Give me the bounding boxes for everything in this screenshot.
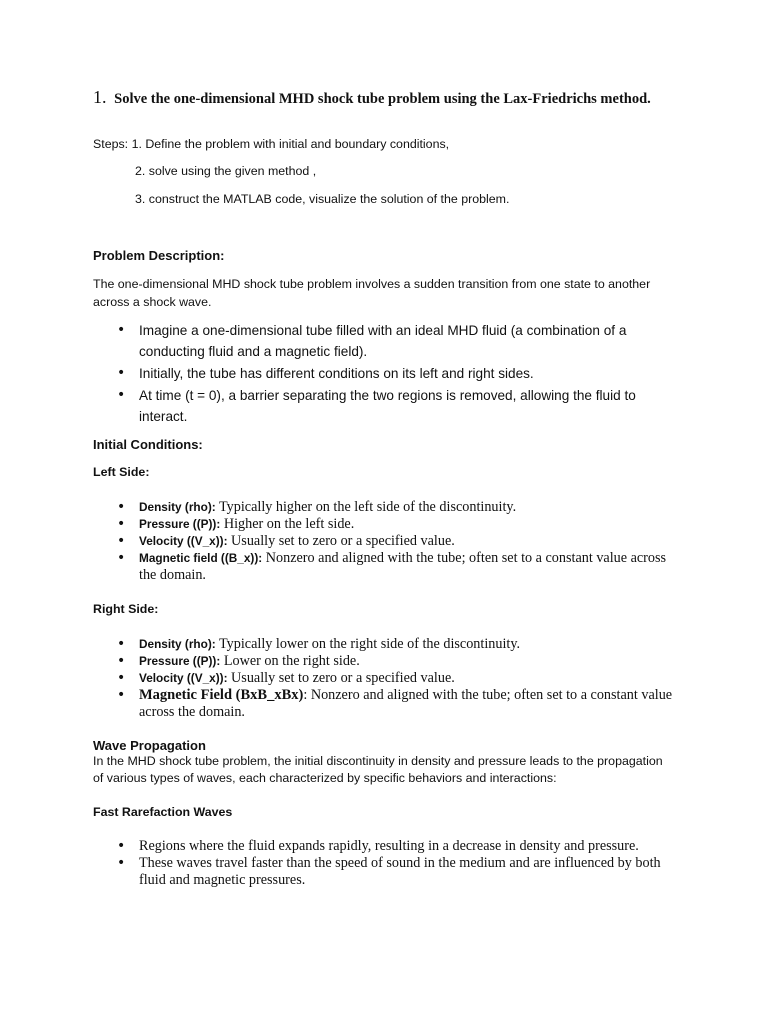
wave-propagation-heading: Wave Propagation <box>93 738 206 753</box>
step-2: 2. solve using the given method , <box>135 164 317 178</box>
fast-rarefaction-heading: Fast Rarefaction Waves <box>93 805 233 819</box>
bullet-icon: • <box>117 322 126 338</box>
right-side-list <box>117 636 679 721</box>
problem-description-paragraph: The one-dimensional MHD shock tube problem involves a sudden transition from one state to another across a shock wave. <box>93 277 651 309</box>
left-side-list <box>117 499 679 584</box>
left-side-heading: Left Side: <box>93 465 150 479</box>
list-item: • Pressure ((P)): Lower on the right side. <box>117 653 360 669</box>
problem-description-heading: Problem Description: <box>93 248 225 263</box>
bullet-icon: • <box>117 499 126 515</box>
bullet-icon: • <box>117 855 126 871</box>
list-item: • At time (t = 0), a barrier separating the two regions is removed, allowing the fluid to interact. <box>117 387 636 424</box>
bullet-icon: • <box>117 687 126 703</box>
list-item: • Regions where the fluid expands rapidly, resulting in a decrease in density and pressure. <box>117 838 639 854</box>
question-title <box>93 88 683 109</box>
list-item: • Density (rho): Typically lower on the right side of the discontinuity. <box>117 636 521 652</box>
steps-intro: Steps: 1. Define the problem with initial and boundary conditions, <box>93 137 450 151</box>
list-item: • Magnetic Field (BxB_xBx): Nonzero and aligned with the tube; often set to a constant value across the domain. <box>117 687 673 720</box>
list-item: • Magnetic field ((B_x)): Nonzero and aligned with the tube; often set to a constant value across the domain. <box>117 550 667 583</box>
bullet-icon: • <box>117 636 126 652</box>
list-item: • These waves travel faster than the speed of sound in the medium and are influenced by both fluid and magnetic pressures. <box>117 855 661 888</box>
bullet-icon: • <box>117 838 126 854</box>
problem-bullet-list <box>117 320 679 428</box>
bullet-icon: • <box>117 516 126 532</box>
bullet-icon: • <box>117 670 126 686</box>
question-text: Solve the one-dimensional MHD shock tube problem using the Lax-Friedrichs method. <box>114 91 651 107</box>
list-item: • Pressure ((P)): Higher on the left side. <box>117 516 355 532</box>
fast-rarefaction-list <box>117 838 669 889</box>
bullet-icon: • <box>117 653 126 669</box>
initial-conditions-heading: Initial Conditions: <box>93 437 203 452</box>
list-item: • Imagine a one-dimensional tube filled with an ideal MHD fluid (a combination of a conducting fluid and a magnetic field). <box>117 322 627 359</box>
right-side-heading: Right Side: <box>93 602 159 616</box>
bullet-icon: • <box>117 387 126 403</box>
list-item: • Initially, the tube has different conditions on its left and right sides. <box>139 363 679 384</box>
bullet-icon: • <box>117 365 126 381</box>
bullet-icon: • <box>117 533 126 549</box>
list-item: • Velocity ((V_x)): Usually set to zero or a specified value. <box>117 670 455 686</box>
bullet-icon: • <box>117 550 126 566</box>
step-3: 3. construct the MATLAB code, visualize the solution of the problem. <box>135 192 510 206</box>
wave-propagation-paragraph: In the MHD shock tube problem, the initial discontinuity in density and pressure leads to the propagation of various types of waves, each characterized by specific behaviors and interactions: <box>93 754 663 785</box>
question-number: 1. <box>93 87 107 107</box>
list-item: • Velocity ((V_x)): Usually set to zero or a specified value. <box>117 533 455 549</box>
list-item: • Density (rho): Typically higher on the left side of the discontinuity. <box>117 499 517 515</box>
